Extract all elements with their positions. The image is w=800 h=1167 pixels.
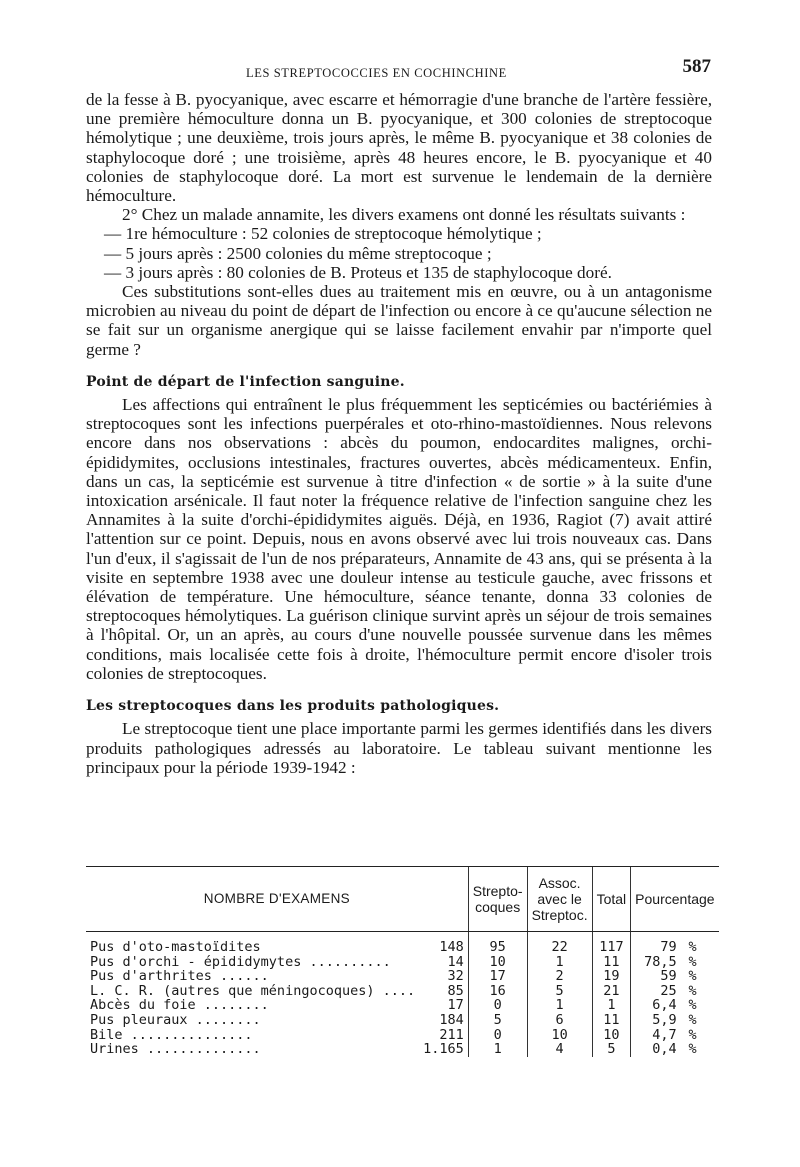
table-row bbox=[86, 984, 719, 999]
cell-streptocoques: 1 bbox=[468, 1042, 527, 1057]
cell-total: 1 bbox=[592, 998, 631, 1013]
table-row bbox=[86, 955, 719, 970]
cell-pourcentage bbox=[631, 984, 719, 999]
page-header bbox=[86, 56, 711, 86]
cell-pourcentage bbox=[631, 1013, 719, 1028]
cell-examens: 184 bbox=[439, 1011, 464, 1028]
cell-streptocoques: 16 bbox=[468, 984, 527, 999]
table-row bbox=[86, 998, 719, 1013]
cell-pourcentage bbox=[631, 998, 719, 1013]
cell-total: 10 bbox=[592, 1028, 631, 1043]
cell-streptocoques: 10 bbox=[468, 955, 527, 970]
paragraph: Les affections qui entraînent le plus fréquemment les septicémies ou bactériémies à streptocoques sont les infections puerpérales et oto-rhino-mastoïdiennes. Nous relevons encore dans nos observations : abcès du poumon, endocardites malignes, orchi-épididymites, occlusions intestinales, fractures ouvertes, abcès médicamenteux. Enfin, dans un cas, la septicémie est survenue à titre d'infection « de sortie » à la suite d'une intoxication arsénicale. Il faut noter la fréquence relative de l'infection sanguine chez les Annamites à la suite d'orchi-épididymites aiguës. Déjà, en 1936, Ragiot (7) avait attiré l'attention sur ce point. Depuis, nous en avons observé avec lui trois nouveaux cas. Dans l'un d'eux, il s'agissait de l'un de nos préparateurs, Annamite de 43 ans, qui se présenta à la visite en septembre 1938 avec une douleur intense au testicule gauche, avec frissons et élévation de température. Une hémoculture, séance tenante, donna 33 colonies de streptocoques hémolytiques. La guérison clinique survint après un séjour de trois semaines à l'hôpital. Or, un an après, au cours d'une nouvelle poussée survenue dans les mêmes conditions, mais localisée cette fois à droite, l'hémoculture permit encore d'isoler trois colonies de streptocoques. bbox=[86, 395, 712, 683]
row-label: L. C. R. (autres que méningocoques) .... bbox=[90, 982, 416, 999]
cell-assoc: 1 bbox=[527, 998, 592, 1013]
cell-examens: 32 bbox=[447, 968, 464, 985]
row-label: Bile ............... bbox=[90, 1026, 253, 1043]
pct-sign: % bbox=[688, 968, 697, 985]
cell-total: 11 bbox=[592, 1013, 631, 1028]
cell-total: 11 bbox=[592, 955, 631, 970]
header-total: Total bbox=[592, 867, 631, 932]
cell-total: 21 bbox=[592, 984, 631, 999]
cell-total: 5 bbox=[592, 1042, 631, 1057]
paragraph: de la fesse à B. pyocyanique, avec escarre et hémorragie d'une branche de l'artère fessière, une première hémoculture donna un B. pyocyanique, et 300 colonies de streptocoque hémolytique ; une deuxième, trois jours après, le même B. pyocyanique et 38 colonies de staphylocoque doré ; une troisième, après 48 heures encore, le B. pyocyanique et 40 colonies de staphylocoque doré. La mort est survenue le lendemain de la dernière hémoculture. bbox=[86, 90, 712, 206]
cell-streptocoques: 95 bbox=[468, 932, 527, 955]
row-label: Pus pleuraux ........ bbox=[90, 1011, 261, 1028]
pct-sign: % bbox=[688, 997, 697, 1014]
pct-value: 79 bbox=[660, 939, 677, 955]
body-text bbox=[86, 90, 712, 777]
cell-examens: 85 bbox=[447, 982, 464, 999]
pct-sign: % bbox=[688, 1011, 697, 1028]
cell-examens: 148 bbox=[439, 939, 464, 955]
cell-streptocoques: 17 bbox=[468, 969, 527, 984]
cell-pourcentage bbox=[631, 1042, 719, 1057]
section-heading: Les streptocoques dans les produits pathologiques. bbox=[86, 698, 500, 715]
pct-value: 6,4 bbox=[652, 997, 677, 1014]
header-assoc: Assoc. avec le Streptoc. bbox=[527, 867, 592, 932]
cell-streptocoques: 0 bbox=[468, 1028, 527, 1043]
header-examens: NOMBRE D'EXAMENS bbox=[86, 867, 468, 932]
cell-assoc: 6 bbox=[527, 1013, 592, 1028]
results-table bbox=[86, 866, 719, 1057]
table-row bbox=[86, 1028, 719, 1043]
cell-streptocoques: 5 bbox=[468, 1013, 527, 1028]
pct-value: 5,9 bbox=[652, 1011, 677, 1028]
list-item: — 3 jours après : 80 colonies de B. Proteus et 135 de staphylocoque doré. bbox=[104, 262, 612, 282]
table-body bbox=[86, 932, 719, 1057]
cell-pourcentage bbox=[631, 1028, 719, 1043]
pct-value: 25 bbox=[660, 982, 677, 999]
table-row bbox=[86, 932, 719, 955]
cell-examens: 17 bbox=[447, 997, 464, 1014]
section-heading: Point de départ de l'infection sanguine. bbox=[86, 373, 405, 390]
paragraph: 2° Chez un malade annamite, les divers examens ont donné les résultats suivants : bbox=[122, 205, 686, 225]
cell-assoc: 10 bbox=[527, 1028, 592, 1043]
results-list bbox=[86, 224, 712, 282]
table-row bbox=[86, 1013, 719, 1028]
pct-sign: % bbox=[688, 1041, 697, 1058]
cell-assoc: 22 bbox=[527, 932, 592, 955]
cell-examens: 14 bbox=[447, 953, 464, 970]
header-pourcentage: Pourcentage bbox=[631, 867, 719, 932]
cell-assoc: 1 bbox=[527, 955, 592, 970]
table-header-row bbox=[86, 867, 719, 932]
header-streptocoques: Strepto-coques bbox=[468, 867, 527, 932]
row-label: Pus d'oto-mastoïdites bbox=[90, 939, 261, 955]
cell-assoc: 5 bbox=[527, 984, 592, 999]
row-label: Pus d'arthrites ...... bbox=[90, 968, 269, 985]
cell-assoc: 4 bbox=[527, 1042, 592, 1057]
pct-value: 4,7 bbox=[652, 1026, 677, 1043]
table-row bbox=[86, 969, 719, 984]
cell-total: 19 bbox=[592, 969, 631, 984]
running-title: LES STREPTOCOCCIES EN COCHINCHINE bbox=[246, 66, 507, 80]
pct-sign: % bbox=[688, 982, 697, 999]
list-item: — 1re hémoculture : 52 colonies de streptocoque hémolytique ; bbox=[104, 224, 542, 244]
paragraph: Le streptocoque tient une place importante parmi les germes identifiés dans les divers produits pathologiques adressés au laboratoire. Le tableau suivant mentionne les principaux pour la période 1939-1942 : bbox=[86, 719, 712, 777]
table-row bbox=[86, 1042, 719, 1057]
cell-examens: 211 bbox=[439, 1026, 464, 1043]
cell-examens: 1.165 bbox=[423, 1041, 464, 1058]
pct-value: 0,4 bbox=[652, 1041, 677, 1058]
results-table-wrapper bbox=[86, 866, 715, 1058]
cell-streptocoques: 0 bbox=[468, 998, 527, 1013]
row-label: Urines .............. bbox=[90, 1041, 261, 1058]
row-label: Abcès du foie ........ bbox=[90, 997, 269, 1014]
pct-sign: % bbox=[688, 953, 697, 970]
cell-pourcentage bbox=[631, 969, 719, 984]
cell-total: 117 bbox=[592, 932, 631, 955]
cell-pourcentage bbox=[631, 932, 719, 955]
cell-pourcentage bbox=[631, 955, 719, 970]
pct-sign: % bbox=[688, 939, 697, 955]
page-number: 587 bbox=[682, 56, 711, 77]
paragraph: Ces substitutions sont-elles dues au traitement mis en œuvre, ou à un antagonisme microbien au niveau du point de départ de l'infection ou encore à ce qu'aucune sélection ne se fait sur un organisme anergique qui se laisse facilement envahir par n'importe quel germe ? bbox=[86, 282, 712, 359]
list-item: — 5 jours après : 2500 colonies du même streptocoque ; bbox=[104, 243, 492, 263]
pct-value: 78,5 bbox=[644, 953, 677, 970]
cell-assoc: 2 bbox=[527, 969, 592, 984]
pct-value: 59 bbox=[660, 968, 677, 985]
row-label: Pus d'orchi - épididymytes .......... bbox=[90, 953, 391, 970]
pct-sign: % bbox=[688, 1026, 697, 1043]
